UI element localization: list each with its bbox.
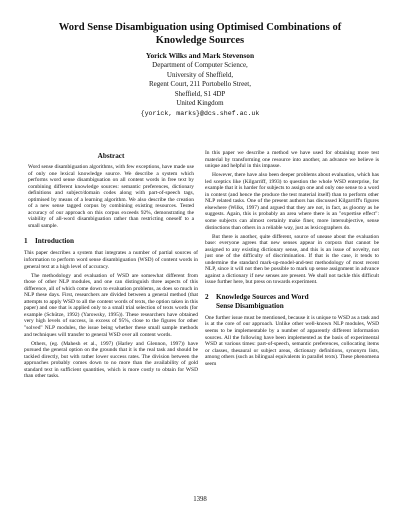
body-paragraph: Others, (eg. (Mahesh et al., 1997) (Harley and Glennon, 1997)) have pursued the general option on the grounds that it is the real task and should be tackled directly, but with rather lower success rates. The division between the approaches probably comes down to no more than the availability of gold standard text in sufficient quantities, which is more costly to obtain for WSD than other tasks. xyxy=(24,340,198,380)
section-title-line-1: Knowledge Sources and Word xyxy=(216,292,309,301)
author-email: {yorick, marks}@dcs.shef.ac.uk xyxy=(140,109,260,117)
section-1-heading xyxy=(24,237,198,246)
abstract-heading: Abstract xyxy=(97,152,125,160)
authors: Yorick Wilks and Mark Stevenson xyxy=(145,51,255,60)
affiliation-line: Department of Computer Science, xyxy=(152,61,248,69)
section-number: 1 xyxy=(24,237,28,246)
page-number: 1398 xyxy=(193,496,207,503)
abstract-text: Word sense disambiguation algorithms, with few exceptions, have made use of only one lexical knowledge source. We describe a system which performs word sense disambiguation on all content words in free text by combining different knowledge sources: semantic preferences, dictionary definitions and subject/domain codes along with part-of-speech tags, optimised by means of a learning algorithm. We also describe the creation of a new sense tagged corpus by combining existing resources. Tested accuracy of our approach on this corpus exceeds 92%, demonstrating the viability of all-word disambiguation rather than restricting oneself to a small sample. xyxy=(28,164,194,229)
body-paragraph: However, there have also been deeper problems about evaluation, which has led sceptics like (Kilgarriff, 1993) to question the whole WSD enterprise, for example that it is harder for subjects to assign one and only one sense to a word in context (and hence the produce the test material itself) than to perform other NLP related tasks. One of the present authors has discussed Kilgarriff's figures elsewhere (Wilks, 1997) and argued that they are not, in fact, as gloomy as he suggests. Again, this is probably an area where there is an "expertise effect": some subjects can almost certainly make finer, more intersubjective, sense distinctions than others in a reliable way, just as lexicographers do. xyxy=(205,172,379,231)
section-title: Introduction xyxy=(35,237,75,246)
affiliation-line: Sheffield, S1 4DP xyxy=(174,89,226,98)
body-paragraph: But there is another, quite different, source of unease about the evaluation base: everyone agrees that new senses appear in corpora that cannot be assigned to any existing dictionary sense, and this is an issue of novelty, not just one of the difficulty of discrimination. If that is the case, it tends to undermine the standard mark-up-model-and-test methodology of most recent NLP, since it will not then be possible to mark up sense assignment in advance against a dictionary if new senses are present. We shall not tackle this difficult issue further here, but press on towards experiment. xyxy=(205,233,379,286)
affiliation xyxy=(40,61,360,118)
section-2-heading xyxy=(205,293,379,311)
right-column xyxy=(205,150,379,370)
affiliation-line: United Kingdom xyxy=(176,99,224,107)
body-paragraph: In this paper we describe a method we have used for obtaining more test material by transforming one resource into another, an advance we believe is unique and helpful in this impasse. xyxy=(205,150,379,170)
body-paragraph: This paper describes a system that integrates a number of partial sources of information to perform word sense disambiguation (WSD) of content words in general text at a high level of accuracy. xyxy=(24,250,198,270)
section-title xyxy=(216,293,309,311)
paper-title xyxy=(40,21,360,47)
section-title-line-2: Sense Disambiguation xyxy=(216,301,284,310)
affiliation-line: Regent Court, 211 Portobello Street, xyxy=(148,80,251,88)
left-column xyxy=(24,152,198,382)
body-paragraph: One further issue must be mentioned, because it is unique to WSD as a task and is at the core of our approach. Unlike other well-known NLP modules, WSD seems to be implementable by a number of apparently different information sources. All the following have been implemented as the basis of experimental WSD at various times: part-of-speech, semantic preferences, collocating items or classes, thesaural or subject areas, dictionary definitions, synonym lists, among others (such as bilingual equivalents in parallel texts). These phenomena seem xyxy=(205,314,380,367)
affiliation-line: University of Sheffield, xyxy=(166,70,234,79)
title-line-2: Knowledge Sources xyxy=(155,35,245,46)
title-line-1: Word Sense Disambiguation using Optimised Combinations of xyxy=(58,22,342,33)
body-paragraph: The methodology and evaluation of WSD are somewhat different from those of other NLP modules, and one can distinguish three aspects of this difference, all of which come down to evaluation problems, as does so much in NLP these days. First, researchers are divided between a general method (that attempts to apply WSD to all the content words of texts, the option taken in this paper) and one that is applied only to a small trial selection of texts words (for example (Schütze, 1992) (Yarowsky, 1995)). These researchers have obtained very high levels of success, in excess of 95%, close to the figures for other "solved" NLP modules, the issue being whether these small sample methods and techniques will transfer to general WSD over all content words. xyxy=(24,272,198,338)
section-number: 2 xyxy=(205,292,209,301)
